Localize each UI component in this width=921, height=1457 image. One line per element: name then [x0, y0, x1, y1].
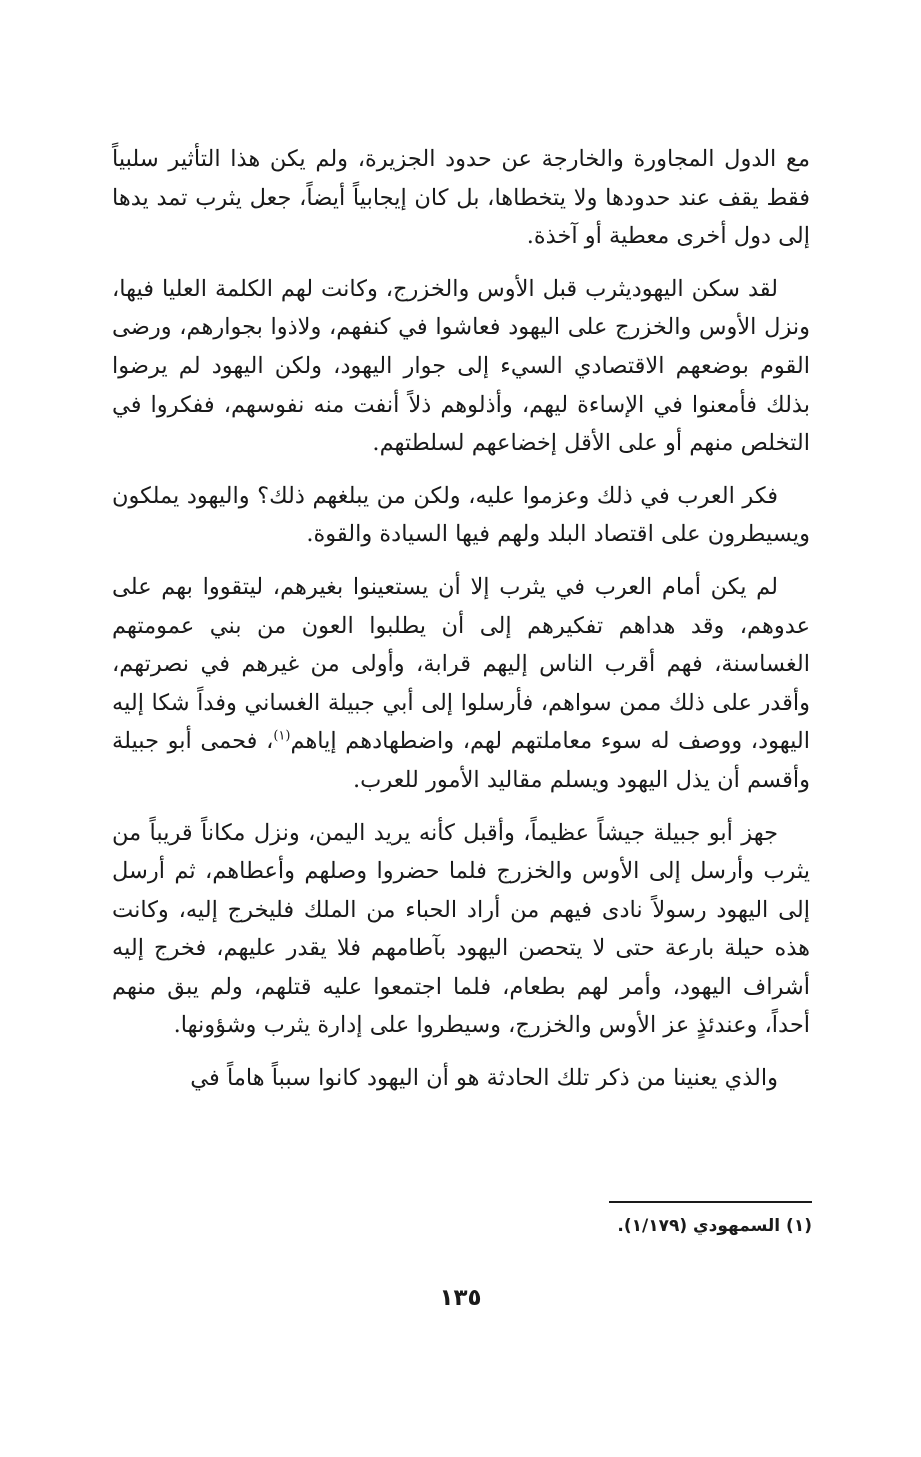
paragraph-text: مع الدول المجاورة والخارجة عن حدود الجزيرة، ولم يكن هذا التأثير سلبياً فقط يقف عند حدودها ولا يتخطاها، بل كان إيجابياً أيضاً، جعل يثرب تمد يدها إلى دول أخرى معطية أو آخذة. — [112, 146, 810, 250]
page-number: ١٣٥ — [439, 1285, 482, 1311]
paragraph-4 — [112, 568, 810, 800]
paragraph-3 — [112, 477, 810, 554]
body-text — [112, 140, 810, 1112]
paragraph-text: لقد سكن اليهوديثرب قبل الأوس والخزرج، وكانت لهم الكلمة العليا فيها، ونزل الأوس والخزرج على اليهود فعاشوا في كنفهم، ولاذوا بجوارهم، ورضى القوم بوضعهم الاقتصادي السيء إلى جوار اليهود، ولكن اليهود لم يرضوا بذلك فأمعنوا في الإساءة ليهم، وأذلوهم ذلاً أنفت منه نفوسهم، ففكروا في التخلص منهم أو على الأقل إخضاعهم لسلطتهم. — [112, 275, 810, 457]
footnote-reference: (١) — [273, 728, 291, 744]
paragraph-text: جهز أبو جبيلة جيشاً عظيماً، وأقبل كأنه يريد اليمن، ونزل مكاناً قريباً من يثرب وأرسل إلى الأوس والخزرج فلما حضروا وصلهم وأعطاهم، ثم أرسل إلى اليهود رسولاً نادى فيهم من أراد الحباء من الملك فليخرج إليه، وكانت هذه حيلة بارعة حتى لا يتحصن اليهود بآطامهم فلا يقدر عليهم، فخرج إليه أشراف اليهود، وأمر لهم بطعام، فلما اجتمعوا عليه قتلهم، ولم يبق منهم أحداً، وعندئذٍ عز الأوس والخزرج، وسيطروا على إدارة يثرب وشؤونها. — [112, 819, 810, 1039]
paragraph-2 — [112, 270, 810, 463]
paragraph-text: فكر العرب في ذلك وعزموا عليه، ولكن من يبلغهم ذلك؟ واليهود يملكون ويسيطرون على اقتصاد البلد ولهم فيها السيادة والقوة. — [112, 482, 810, 548]
paragraph-1 — [112, 140, 810, 256]
footnote: (١) السمهودي (١/١٧٩). — [617, 1216, 812, 1236]
footnote-divider — [609, 1201, 812, 1203]
paragraph-text: لم يكن أمام العرب في يثرب إلا أن يستعينوا بغيرهم، ليتقووا بهم على عدوهم، وقد هداهم تفكيرهم إلى أن يطلبوا العون من بني عمومتهم الغساسنة، فهم أقرب الناس إليهم قرابة، وأولى من غيرهم في نصرتهم، وأقدر على ذلك ممن سواهم، فأرسلوا إلى أبي جبيلة الغساني وفداً شكا إليه اليهود، ووصف له سوء معاملتهم لهم، واضطهادهم إياهم — [112, 573, 810, 755]
paragraph-text: والذي يعنينا من ذكر تلك الحادثة هو أن اليهود كانوا سبباً هاماً في — [190, 1065, 778, 1092]
paragraph-text: ، فحمى أبو جبيلة وأقسم أن يذل اليهود ويسلم مقاليد الأمور للعرب. — [112, 728, 810, 793]
paragraph-5 — [112, 814, 810, 1046]
paragraph-6 — [112, 1059, 810, 1098]
